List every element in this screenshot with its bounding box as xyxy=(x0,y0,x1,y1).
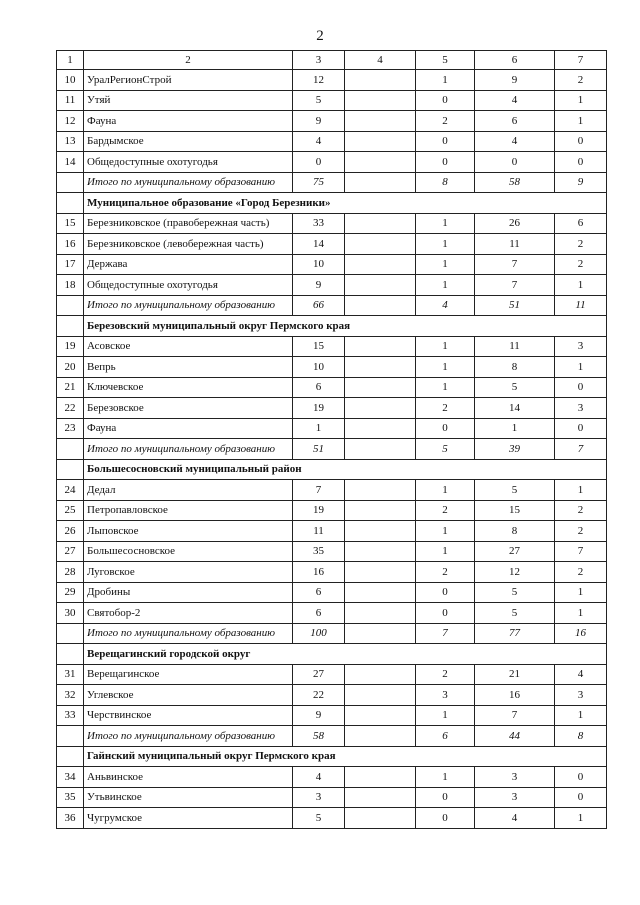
area-name-cell: Общедоступные охотугодья xyxy=(84,152,293,173)
column-7-cell: 1 xyxy=(555,111,607,132)
column-4-cell xyxy=(345,562,416,583)
table-row xyxy=(57,603,607,624)
column-3-cell: 0 xyxy=(293,152,345,173)
column-4-cell xyxy=(345,111,416,132)
column-5-cell: 1 xyxy=(416,521,475,542)
column-5-cell: 2 xyxy=(416,398,475,419)
column-6-cell: 3 xyxy=(475,787,555,808)
column-6-cell: 58 xyxy=(475,172,555,193)
row-number-cell: 20 xyxy=(57,357,84,378)
section-header-row xyxy=(57,746,607,767)
column-6-cell: 51 xyxy=(475,295,555,316)
area-name-cell: Чугрумское xyxy=(84,808,293,829)
column-5-cell: 1 xyxy=(416,275,475,296)
empty-cell xyxy=(57,316,84,337)
column-7-cell: 2 xyxy=(555,562,607,583)
column-6-cell: 1 xyxy=(475,418,555,439)
column-6-cell: 44 xyxy=(475,726,555,747)
column-3-cell: 9 xyxy=(293,275,345,296)
table-row xyxy=(57,685,607,706)
column-6-cell: 21 xyxy=(475,664,555,685)
row-number-cell: 31 xyxy=(57,664,84,685)
area-name-cell: Верещагинское xyxy=(84,664,293,685)
column-7-cell: 0 xyxy=(555,131,607,152)
column-5-cell: 1 xyxy=(416,357,475,378)
table-row xyxy=(57,234,607,255)
column-3-cell: 6 xyxy=(293,603,345,624)
column-4-cell xyxy=(345,418,416,439)
column-7-cell: 2 xyxy=(555,521,607,542)
column-7-cell: 11 xyxy=(555,295,607,316)
column-5-cell: 0 xyxy=(416,90,475,111)
row-number-cell: 25 xyxy=(57,500,84,521)
column-4-cell xyxy=(345,582,416,603)
area-name-cell: Вепрь xyxy=(84,357,293,378)
column-3-cell: 3 xyxy=(293,787,345,808)
column-6-cell: 8 xyxy=(475,521,555,542)
area-name-cell: УралРегионСтрой xyxy=(84,70,293,91)
column-6-cell: 5 xyxy=(475,582,555,603)
column-3-cell: 5 xyxy=(293,808,345,829)
column-3-cell: 6 xyxy=(293,582,345,603)
column-5-cell: 2 xyxy=(416,562,475,583)
column-3-cell: 4 xyxy=(293,767,345,788)
row-number-cell: 12 xyxy=(57,111,84,132)
section-title: Муниципальное образование «Город Березники» xyxy=(84,193,607,214)
table-row xyxy=(57,418,607,439)
column-4-cell xyxy=(345,131,416,152)
column-3-cell: 12 xyxy=(293,70,345,91)
column-7-cell: 1 xyxy=(555,90,607,111)
column-5-cell: 0 xyxy=(416,131,475,152)
column-4-cell xyxy=(345,623,416,644)
table-row xyxy=(57,131,607,152)
column-6-cell: 7 xyxy=(475,705,555,726)
empty-cell xyxy=(57,193,84,214)
column-3-cell: 58 xyxy=(293,726,345,747)
column-7-cell: 0 xyxy=(555,767,607,788)
total-row xyxy=(57,726,607,747)
row-number-cell xyxy=(57,172,84,193)
table-row xyxy=(57,90,607,111)
column-6-cell: 5 xyxy=(475,377,555,398)
table-row xyxy=(57,582,607,603)
column-6-cell: 11 xyxy=(475,234,555,255)
column-6-cell: 3 xyxy=(475,767,555,788)
column-7-cell: 0 xyxy=(555,377,607,398)
column-6-cell: 39 xyxy=(475,439,555,460)
area-name-cell: Дробины xyxy=(84,582,293,603)
table-row xyxy=(57,357,607,378)
column-3-cell: 6 xyxy=(293,377,345,398)
row-number-cell: 14 xyxy=(57,152,84,173)
column-3-cell: 7 xyxy=(293,480,345,501)
column-6-cell: 11 xyxy=(475,336,555,357)
column-5-cell: 0 xyxy=(416,582,475,603)
column-6-cell: 14 xyxy=(475,398,555,419)
total-row xyxy=(57,172,607,193)
column-7-cell: 2 xyxy=(555,254,607,275)
column-5-cell: 1 xyxy=(416,767,475,788)
total-label-cell: Итого по муниципальному образованию xyxy=(84,726,293,747)
empty-cell xyxy=(57,459,84,480)
column-4-cell xyxy=(345,685,416,706)
column-5-cell: 0 xyxy=(416,418,475,439)
table-row xyxy=(57,500,607,521)
table-row xyxy=(57,787,607,808)
column-4-cell xyxy=(345,295,416,316)
column-4-cell xyxy=(345,500,416,521)
column-3-cell: 33 xyxy=(293,213,345,234)
column-3-cell: 51 xyxy=(293,439,345,460)
area-name-cell: Петропавловское xyxy=(84,500,293,521)
column-3-cell: 1 xyxy=(293,418,345,439)
column-3-cell: 35 xyxy=(293,541,345,562)
area-name-cell: Ключевское xyxy=(84,377,293,398)
column-7-cell: 2 xyxy=(555,70,607,91)
column-5-cell: 7 xyxy=(416,623,475,644)
column-4-cell xyxy=(345,398,416,419)
table-row xyxy=(57,70,607,91)
column-3-cell: 11 xyxy=(293,521,345,542)
total-label-cell: Итого по муниципальному образованию xyxy=(84,295,293,316)
column-7-cell: 1 xyxy=(555,808,607,829)
section-title: Гайнский муниципальный округ Пермского края xyxy=(84,746,607,767)
column-4-cell xyxy=(345,234,416,255)
column-6-cell: 77 xyxy=(475,623,555,644)
column-5-cell: 1 xyxy=(416,480,475,501)
column-4-cell xyxy=(345,808,416,829)
column-4-cell xyxy=(345,767,416,788)
area-name-cell: Фауна xyxy=(84,418,293,439)
column-3-cell: 19 xyxy=(293,500,345,521)
column-6-cell: 6 xyxy=(475,111,555,132)
column-4-cell xyxy=(345,152,416,173)
table-row xyxy=(57,152,607,173)
column-5-cell: 2 xyxy=(416,111,475,132)
row-number-cell: 35 xyxy=(57,787,84,808)
section-header-row xyxy=(57,316,607,337)
table-row xyxy=(57,275,607,296)
table-row xyxy=(57,541,607,562)
column-7-cell: 7 xyxy=(555,541,607,562)
column-6-cell: 7 xyxy=(475,275,555,296)
column-7-cell: 3 xyxy=(555,685,607,706)
column-6-cell: 26 xyxy=(475,213,555,234)
column-4-cell xyxy=(345,787,416,808)
column-7-cell: 0 xyxy=(555,152,607,173)
column-4-cell xyxy=(345,664,416,685)
table-row xyxy=(57,377,607,398)
column-6-cell: 0 xyxy=(475,152,555,173)
column-4-cell xyxy=(345,336,416,357)
row-number-cell: 29 xyxy=(57,582,84,603)
column-4-cell xyxy=(345,377,416,398)
row-number-cell: 17 xyxy=(57,254,84,275)
area-name-cell: Святобор-2 xyxy=(84,603,293,624)
row-number-cell: 19 xyxy=(57,336,84,357)
column-7-cell: 16 xyxy=(555,623,607,644)
column-6-cell: 5 xyxy=(475,603,555,624)
row-number-cell: 23 xyxy=(57,418,84,439)
section-header-row xyxy=(57,193,607,214)
column-5-cell: 1 xyxy=(416,234,475,255)
table-row xyxy=(57,705,607,726)
column-6-cell: 7 xyxy=(475,254,555,275)
column-7-cell: 2 xyxy=(555,234,607,255)
column-4-cell xyxy=(345,254,416,275)
column-3-cell: 22 xyxy=(293,685,345,706)
column-6-cell: 9 xyxy=(475,70,555,91)
column-6-cell: 5 xyxy=(475,480,555,501)
area-name-cell: Утьвинское xyxy=(84,787,293,808)
table-row xyxy=(57,664,607,685)
column-5-cell: 0 xyxy=(416,152,475,173)
column-6-cell: 16 xyxy=(475,685,555,706)
total-label-cell: Итого по муниципальному образованию xyxy=(84,439,293,460)
column-3-cell: 9 xyxy=(293,111,345,132)
total-row xyxy=(57,439,607,460)
column-3-cell: 19 xyxy=(293,398,345,419)
column-6-cell: 4 xyxy=(475,808,555,829)
table-row xyxy=(57,111,607,132)
area-name-cell: Аньвинское xyxy=(84,767,293,788)
column-6-cell: 4 xyxy=(475,90,555,111)
area-name-cell: Черствинское xyxy=(84,705,293,726)
table-row xyxy=(57,398,607,419)
row-number-cell: 32 xyxy=(57,685,84,706)
row-number-cell xyxy=(57,439,84,460)
area-name-cell: Лыповское xyxy=(84,521,293,542)
column-3-cell: 15 xyxy=(293,336,345,357)
table-row xyxy=(57,254,607,275)
column-3-cell: 16 xyxy=(293,562,345,583)
table-row xyxy=(57,480,607,501)
column-5-cell: 8 xyxy=(416,172,475,193)
section-title: Большесосновский муниципальный район xyxy=(84,459,607,480)
area-name-cell: Углевское xyxy=(84,685,293,706)
row-number-cell: 15 xyxy=(57,213,84,234)
table-row xyxy=(57,808,607,829)
table-row xyxy=(57,336,607,357)
total-row xyxy=(57,623,607,644)
row-number-cell: 10 xyxy=(57,70,84,91)
column-7-cell: 1 xyxy=(555,275,607,296)
section-title: Березовский муниципальный округ Пермского края xyxy=(84,316,607,337)
column-7-cell: 0 xyxy=(555,418,607,439)
row-number-cell xyxy=(57,295,84,316)
total-label-cell: Итого по муниципальному образованию xyxy=(84,623,293,644)
total-row xyxy=(57,295,607,316)
column-3-cell: 9 xyxy=(293,705,345,726)
column-5-cell: 1 xyxy=(416,70,475,91)
row-number-cell xyxy=(57,726,84,747)
area-name-cell: Утяй xyxy=(84,90,293,111)
section-title: Верещагинский городской округ xyxy=(84,644,607,665)
area-name-cell: Березниковское (правобережная часть) xyxy=(84,213,293,234)
column-5-cell: 1 xyxy=(416,254,475,275)
column-6-cell: 12 xyxy=(475,562,555,583)
column-4-cell xyxy=(345,705,416,726)
column-3-cell: 4 xyxy=(293,131,345,152)
column-5-cell: 2 xyxy=(416,664,475,685)
area-name-cell: Держава xyxy=(84,254,293,275)
column-number-header: 6 xyxy=(475,51,555,70)
row-number-cell: 28 xyxy=(57,562,84,583)
row-number-cell: 36 xyxy=(57,808,84,829)
row-number-cell: 18 xyxy=(57,275,84,296)
column-4-cell xyxy=(345,521,416,542)
total-label-cell: Итого по муниципальному образованию xyxy=(84,172,293,193)
column-4-cell xyxy=(345,726,416,747)
row-number-cell: 30 xyxy=(57,603,84,624)
column-5-cell: 0 xyxy=(416,787,475,808)
column-5-cell: 0 xyxy=(416,603,475,624)
area-name-cell: Фауна xyxy=(84,111,293,132)
column-7-cell: 1 xyxy=(555,603,607,624)
row-number-cell xyxy=(57,623,84,644)
table-row xyxy=(57,562,607,583)
section-header-row xyxy=(57,459,607,480)
column-number-header: 1 xyxy=(57,51,84,70)
column-7-cell: 8 xyxy=(555,726,607,747)
table-row xyxy=(57,213,607,234)
column-5-cell: 4 xyxy=(416,295,475,316)
column-7-cell: 7 xyxy=(555,439,607,460)
area-name-cell: Луговское xyxy=(84,562,293,583)
table-row xyxy=(57,767,607,788)
area-name-cell: Березниковское (левобережная часть) xyxy=(84,234,293,255)
column-3-cell: 66 xyxy=(293,295,345,316)
column-4-cell xyxy=(345,90,416,111)
column-7-cell: 6 xyxy=(555,213,607,234)
column-3-cell: 14 xyxy=(293,234,345,255)
row-number-cell: 33 xyxy=(57,705,84,726)
row-number-cell: 34 xyxy=(57,767,84,788)
column-5-cell: 6 xyxy=(416,726,475,747)
column-3-cell: 5 xyxy=(293,90,345,111)
column-number-header: 3 xyxy=(293,51,345,70)
area-name-cell: Асовское xyxy=(84,336,293,357)
row-number-cell: 26 xyxy=(57,521,84,542)
column-5-cell: 2 xyxy=(416,500,475,521)
column-5-cell: 1 xyxy=(416,377,475,398)
area-name-cell: Общедоступные охотугодья xyxy=(84,275,293,296)
column-3-cell: 27 xyxy=(293,664,345,685)
empty-cell xyxy=(57,644,84,665)
column-4-cell xyxy=(345,541,416,562)
area-name-cell: Большесосновское xyxy=(84,541,293,562)
column-4-cell xyxy=(345,480,416,501)
column-5-cell: 0 xyxy=(416,808,475,829)
column-number-header: 7 xyxy=(555,51,607,70)
page-number: 2 xyxy=(316,28,324,44)
row-number-cell: 22 xyxy=(57,398,84,419)
column-5-cell: 1 xyxy=(416,336,475,357)
column-7-cell: 1 xyxy=(555,357,607,378)
column-number-header: 4 xyxy=(345,51,416,70)
column-number-header: 5 xyxy=(416,51,475,70)
column-4-cell xyxy=(345,439,416,460)
column-4-cell xyxy=(345,70,416,91)
column-5-cell: 5 xyxy=(416,439,475,460)
column-7-cell: 9 xyxy=(555,172,607,193)
row-number-cell: 24 xyxy=(57,480,84,501)
section-header-row xyxy=(57,644,607,665)
row-number-cell: 11 xyxy=(57,90,84,111)
column-7-cell: 1 xyxy=(555,480,607,501)
column-4-cell xyxy=(345,357,416,378)
column-7-cell: 3 xyxy=(555,398,607,419)
column-7-cell: 1 xyxy=(555,705,607,726)
column-5-cell: 1 xyxy=(416,213,475,234)
allocation-table xyxy=(56,50,607,829)
row-number-cell: 16 xyxy=(57,234,84,255)
column-6-cell: 8 xyxy=(475,357,555,378)
area-name-cell: Дедал xyxy=(84,480,293,501)
column-7-cell: 4 xyxy=(555,664,607,685)
row-number-cell: 27 xyxy=(57,541,84,562)
table-body xyxy=(57,70,607,829)
column-4-cell xyxy=(345,603,416,624)
table-row xyxy=(57,521,607,542)
column-3-cell: 10 xyxy=(293,254,345,275)
column-4-cell xyxy=(345,275,416,296)
column-7-cell: 0 xyxy=(555,787,607,808)
column-3-cell: 10 xyxy=(293,357,345,378)
column-7-cell: 2 xyxy=(555,500,607,521)
column-6-cell: 4 xyxy=(475,131,555,152)
column-7-cell: 1 xyxy=(555,582,607,603)
column-7-cell: 3 xyxy=(555,336,607,357)
column-3-cell: 100 xyxy=(293,623,345,644)
column-5-cell: 1 xyxy=(416,541,475,562)
table-header-row xyxy=(57,51,607,70)
column-6-cell: 15 xyxy=(475,500,555,521)
row-number-cell: 21 xyxy=(57,377,84,398)
column-5-cell: 1 xyxy=(416,705,475,726)
row-number-cell: 13 xyxy=(57,131,84,152)
column-3-cell: 75 xyxy=(293,172,345,193)
column-number-header: 2 xyxy=(84,51,293,70)
column-4-cell xyxy=(345,172,416,193)
column-4-cell xyxy=(345,213,416,234)
area-name-cell: Бардымское xyxy=(84,131,293,152)
column-5-cell: 3 xyxy=(416,685,475,706)
empty-cell xyxy=(57,746,84,767)
column-6-cell: 27 xyxy=(475,541,555,562)
area-name-cell: Березовское xyxy=(84,398,293,419)
